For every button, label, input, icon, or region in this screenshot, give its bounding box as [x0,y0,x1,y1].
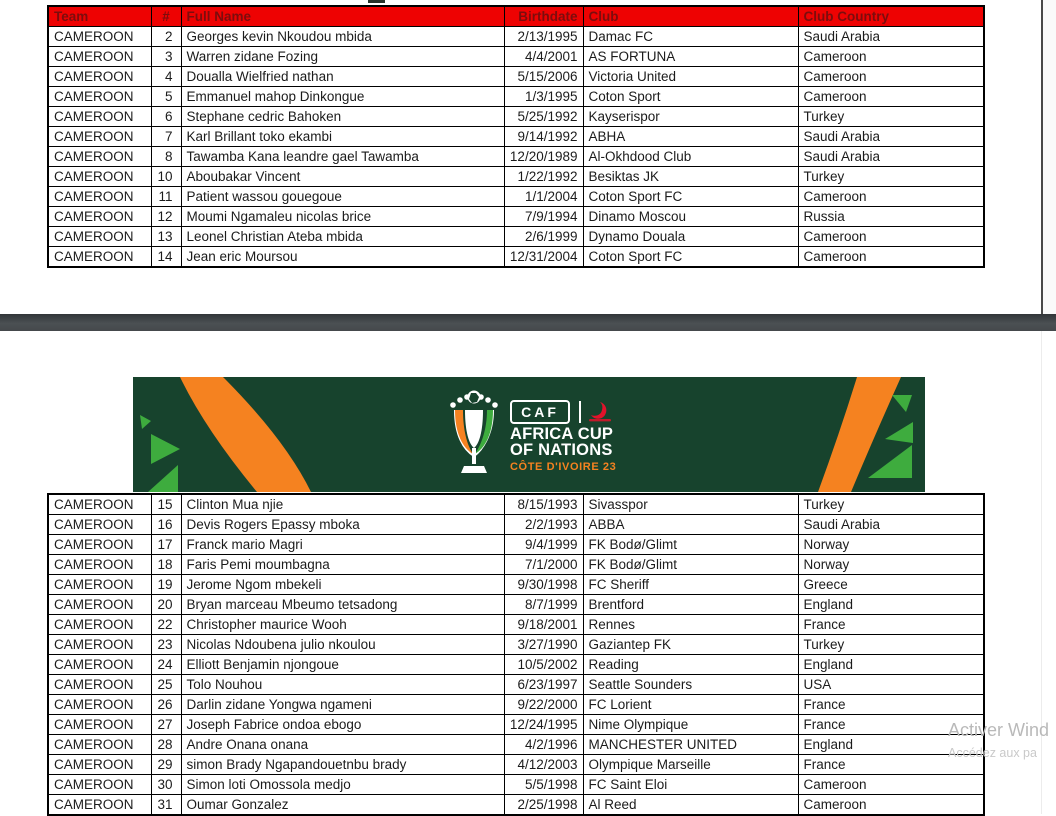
cell-club-country: Saudi Arabia [798,147,984,167]
cell-birthdate: 8/7/1999 [504,595,583,615]
cell-club: Victoria United [583,67,798,87]
cell-number: 16 [151,515,181,535]
cell-team: CAMEROON [48,595,151,615]
cell-number: 13 [151,227,181,247]
cell-birthdate: 5/5/1998 [504,775,583,795]
cell-club-country: Cameroon [798,47,984,67]
player-row [48,755,984,775]
cell-team: CAMEROON [48,147,151,167]
cell-birthdate: 7/9/1994 [504,207,583,227]
table-body-page1 [48,27,984,268]
cell-full-name: Elliott Benjamin njongoue [181,655,504,675]
cell-number: 17 [151,535,181,555]
cell-club-country: Turkey [798,167,984,187]
cell-team: CAMEROON [48,775,151,795]
cell-birthdate: 10/5/2002 [504,655,583,675]
cell-birthdate: 7/1/2000 [504,555,583,575]
cell-birthdate: 9/30/1998 [504,575,583,595]
player-row [48,47,984,67]
cell-full-name: Faris Pemi moumbagna [181,555,504,575]
cell-club-country: Cameroon [798,227,984,247]
cell-club: FC Saint Eloi [583,775,798,795]
cell-club: Seattle Sounders [583,675,798,695]
cell-club-country: Cameroon [798,67,984,87]
cell-birthdate: 6/23/1997 [504,675,583,695]
cutoff-graphic-fragment [368,0,385,3]
player-row [48,615,984,635]
cell-club-country: Cameroon [798,775,984,795]
cell-birthdate: 4/4/2001 [504,47,583,67]
cell-full-name: Tolo Nouhou [181,675,504,695]
cell-full-name: Stephane cedric Bahoken [181,107,504,127]
cell-full-name: Bryan marceau Mbeumo tetsadong [181,595,504,615]
cell-team: CAMEROON [48,715,151,735]
cell-club-country: France [798,615,984,635]
totalenergies-logo-icon [588,401,612,423]
cell-club-country: Turkey [798,107,984,127]
cell-club: ABHA [583,127,798,147]
cell-team: CAMEROON [48,635,151,655]
cell-team: CAMEROON [48,47,151,67]
cell-full-name: Andre Onana onana [181,735,504,755]
cell-club: Besiktas JK [583,167,798,187]
cell-number: 29 [151,755,181,775]
cell-team: CAMEROON [48,735,151,755]
player-row [48,655,984,675]
cell-team: CAMEROON [48,207,151,227]
player-row [48,187,984,207]
cell-number: 3 [151,47,181,67]
cell-club: Rennes [583,615,798,635]
cell-club: Sivasspor [583,494,798,515]
logo-divider [579,401,581,423]
cell-club-country: France [798,695,984,715]
cell-number: 10 [151,167,181,187]
cell-club: AS FORTUNA [583,47,798,67]
cell-club-country: Russia [798,207,984,227]
cell-number: 2 [151,27,181,47]
cell-team: CAMEROON [48,575,151,595]
cell-team: CAMEROON [48,695,151,715]
cell-club: MANCHESTER UNITED [583,735,798,755]
cell-birthdate: 9/14/1992 [504,127,583,147]
cell-club: Kayserispor [583,107,798,127]
player-row [48,127,984,147]
cell-club: ABBA [583,515,798,535]
cell-number: 14 [151,247,181,268]
player-row [48,775,984,795]
cell-birthdate: 12/20/1989 [504,147,583,167]
cell-club: FK Bodø/Glimt [583,555,798,575]
cell-number: 5 [151,87,181,107]
cell-club-country: Saudi Arabia [798,27,984,47]
caf-lockup [510,401,616,423]
column-header-birthdate: Birthdate [504,6,583,27]
scrollbar-track[interactable] [1043,0,1056,314]
cell-number: 30 [151,775,181,795]
banner-title-line1: AFRICA CUP [510,425,614,443]
cell-club-country: Saudi Arabia [798,127,984,147]
cell-full-name: Georges kevin Nkoudou mbida [181,27,504,47]
cell-club-country: Norway [798,555,984,575]
cell-full-name: Jean eric Moursou [181,247,504,268]
cell-birthdate: 12/31/2004 [504,247,583,268]
cell-birthdate: 2/2/1993 [504,515,583,535]
cell-club-country: England [798,655,984,675]
cell-club-country: England [798,735,984,755]
cell-number: 4 [151,67,181,87]
cell-full-name: Moumi Ngamaleu nicolas brice [181,207,504,227]
cell-number: 18 [151,555,181,575]
player-row [48,87,984,107]
cell-club: Gaziantep FK [583,635,798,655]
cell-birthdate: 5/15/2006 [504,67,583,87]
cell-club: Dinamo Moscou [583,207,798,227]
player-row [48,107,984,127]
cell-club: Brentford [583,595,798,615]
player-row [48,227,984,247]
cell-club: Dynamo Douala [583,227,798,247]
cell-full-name: Tawamba Kana leandre gael Tawamba [181,147,504,167]
banner-logo-block [510,401,616,473]
cell-team: CAMEROON [48,535,151,555]
cell-team: CAMEROON [48,67,151,87]
cell-number: 20 [151,595,181,615]
cell-club-country: Greece [798,575,984,595]
cell-birthdate: 1/3/1995 [504,87,583,107]
cell-number: 24 [151,655,181,675]
cell-club: Coton Sport FC [583,187,798,207]
cell-team: CAMEROON [48,127,151,147]
cell-full-name: Clinton Mua njie [181,494,504,515]
cell-club: Al Reed [583,795,798,816]
roster-table-page1 [47,5,985,268]
cell-number: 26 [151,695,181,715]
cell-club-country: Turkey [798,635,984,655]
cell-club-country: France [798,755,984,775]
roster-table-page2 [47,493,985,816]
cell-club: Coton Sport [583,87,798,107]
cell-club-country: Cameroon [798,187,984,207]
cell-club-country: England [798,595,984,615]
cell-full-name: Christopher maurice Wooh [181,615,504,635]
cell-team: CAMEROON [48,675,151,695]
cell-team: CAMEROON [48,515,151,535]
player-row [48,27,984,47]
cell-birthdate: 2/6/1999 [504,227,583,247]
cell-team: CAMEROON [48,494,151,515]
cell-birthdate: 5/25/1992 [504,107,583,127]
cell-club-country: Cameroon [798,795,984,816]
cell-birthdate: 4/2/1996 [504,735,583,755]
cell-club-country: Saudi Arabia [798,515,984,535]
header-row [48,6,984,27]
cell-club: Coton Sport FC [583,247,798,268]
column-header-team: Team [48,6,151,27]
cell-full-name: Aboubakar Vincent [181,167,504,187]
player-row [48,207,984,227]
cell-number: 28 [151,735,181,755]
cell-club-country: Norway [798,535,984,555]
cell-full-name: Leonel Christian Ateba mbida [181,227,504,247]
cell-birthdate: 2/13/1995 [504,27,583,47]
cell-full-name: Karl Brillant toko ekambi [181,127,504,147]
afcon-banner [133,377,925,492]
player-row [48,675,984,695]
caf-logo [510,400,570,424]
cell-club-country: Cameroon [798,87,984,107]
cell-full-name: simon Brady Ngapandouetnbu brady [181,755,504,775]
cell-number: 6 [151,107,181,127]
cell-team: CAMEROON [48,227,151,247]
cell-number: 19 [151,575,181,595]
cell-birthdate: 1/22/1992 [504,167,583,187]
cell-number: 11 [151,187,181,207]
cell-full-name: Doualla Wielfried nathan [181,67,504,87]
afcon-trophy-icon [445,390,503,483]
cell-team: CAMEROON [48,187,151,207]
player-row [48,555,984,575]
cell-team: CAMEROON [48,87,151,107]
cell-full-name: Devis Rogers Epassy mboka [181,515,504,535]
cell-full-name: Oumar Gonzalez [181,795,504,816]
cell-full-name: Patient wassou gouegoue [181,187,504,207]
column-header-club-country: Club Country [798,6,984,27]
cell-birthdate: 3/27/1990 [504,635,583,655]
cell-number: 22 [151,615,181,635]
cell-team: CAMEROON [48,555,151,575]
cell-birthdate: 4/12/2003 [504,755,583,775]
player-row [48,635,984,655]
cell-full-name: Emmanuel mahop Dinkongue [181,87,504,107]
cell-full-name: Simon loti Omossola medjo [181,775,504,795]
player-row [48,67,984,87]
cell-number: 8 [151,147,181,167]
cell-full-name: Nicolas Ndoubena julio nkoulou [181,635,504,655]
cell-club: Reading [583,655,798,675]
column-header-full-name: Full Name [181,6,504,27]
banner-title-line2: OF NATIONS [510,440,613,459]
cell-birthdate: 9/18/2001 [504,615,583,635]
player-row [48,167,984,187]
cell-club: Damac FC [583,27,798,47]
cell-birthdate: 9/4/1999 [504,535,583,555]
column-header-club: Club [583,6,798,27]
cell-club: FC Lorient [583,695,798,715]
player-row [48,575,984,595]
cell-club-country: Cameroon [798,247,984,268]
cell-full-name: Joseph Fabrice ondoa ebogo [181,715,504,735]
cell-birthdate: 12/24/1995 [504,715,583,735]
cell-birthdate: 1/1/2004 [504,187,583,207]
column-header-number: # [151,6,181,27]
cell-number: 7 [151,127,181,147]
cell-number: 23 [151,635,181,655]
caf-label: CAF [521,404,559,420]
player-row [48,795,984,816]
cell-number: 27 [151,715,181,735]
cell-club-country: Turkey [798,494,984,515]
cell-club: FK Bodø/Glimt [583,535,798,555]
cell-number: 25 [151,675,181,695]
cell-club: Nime Olympique [583,715,798,735]
cell-team: CAMEROON [48,615,151,635]
page-separator-bar [0,314,1056,331]
cell-club: FC Sheriff [583,575,798,595]
cell-number: 12 [151,207,181,227]
cell-birthdate: 2/25/1998 [504,795,583,816]
cell-team: CAMEROON [48,27,151,47]
player-row [48,535,984,555]
cell-club: Olympique Marseille [583,755,798,775]
watermark-line2: Accédez aux pa [948,746,1037,760]
cell-team: CAMEROON [48,795,151,816]
cell-birthdate: 8/15/1993 [504,494,583,515]
cell-team: CAMEROON [48,247,151,268]
cell-full-name: Darlin zidane Yongwa ngameni [181,695,504,715]
player-row [48,695,984,715]
cell-team: CAMEROON [48,655,151,675]
player-row [48,735,984,755]
cell-club-country: France [798,715,984,735]
player-row [48,715,984,735]
cell-number: 15 [151,494,181,515]
player-row [48,595,984,615]
cell-number: 31 [151,795,181,816]
cell-full-name: Franck mario Magri [181,535,504,555]
watermark-line1: Activer Wind [948,720,1050,740]
player-row [48,515,984,535]
cell-team: CAMEROON [48,755,151,775]
cell-birthdate: 9/22/2000 [504,695,583,715]
cell-club-country: USA [798,675,984,695]
player-row [48,247,984,268]
cell-full-name: Jerome Ngom mbekeli [181,575,504,595]
page-edge-line [1041,0,1043,314]
windows-activation-watermark [948,720,1049,760]
cell-team: CAMEROON [48,107,151,127]
player-row [48,147,984,167]
table-body-page2 [48,494,984,815]
cell-team: CAMEROON [48,167,151,187]
cell-full-name: Warren zidane Fozing [181,47,504,67]
banner-subtitle: CÔTE D'IVOIRE 23 [510,461,617,473]
cell-club: Al-Okhdood Club [583,147,798,167]
player-row [48,494,984,515]
